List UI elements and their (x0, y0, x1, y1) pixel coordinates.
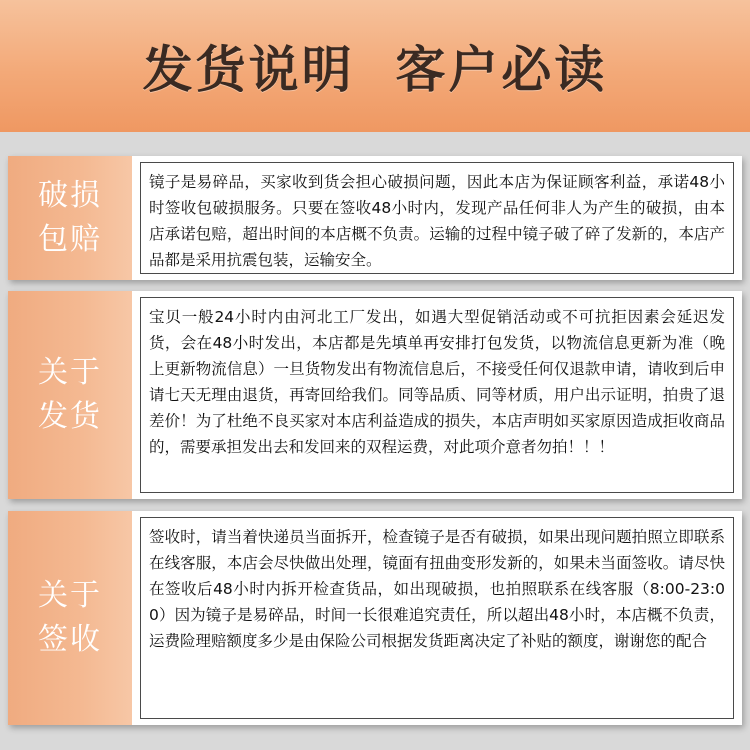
section-about-shipping (8, 291, 742, 499)
section-label-line: 签收 (38, 622, 102, 657)
section-body-text: 签收时，请当着快递员当面拆开，检查镜子是否有破损，如果出现问题拍照立即联系在线客服，本店会尽快做出处理，镜面有扭曲变形发新的，如果未当面签收。请尽快在签收后48小时内拆开检查货品，如出现破损，也拍照联系在线客服（8:00-23:00）因为镜子是易碎品，时间一长很难追究责任，所以超出48小时，本店概不负责，运费险理赔额度多少是由保险公司根据发货距离决定了补贴的额度，谢谢您的配合 (149, 528, 725, 650)
section-label-line: 关于 (38, 578, 102, 613)
section-about-signing (8, 511, 742, 725)
section-text-box (140, 517, 734, 719)
section-text-box (140, 297, 734, 493)
header-banner (0, 0, 750, 132)
section-label (8, 291, 132, 499)
section-text-box (140, 162, 734, 274)
section-body-text: 镜子是易碎品，买家收到货会担心破损问题，因此本店为保证顾客利益，承诺48小时签收包破损服务。只要在签收48小时内，发现产品任何非人为产生的破损，由本店承诺包赔，超出时间的本店概不负责。运输的过程中镜子破了碎了发新的，本店产品都是采用抗震包装，运输安全。 (149, 173, 725, 269)
section-label-line: 发货 (38, 399, 102, 434)
section-damage-compensation (8, 156, 742, 280)
section-label-line: 破损 (38, 178, 102, 213)
section-label (8, 511, 132, 725)
section-label-line: 包赔 (38, 222, 102, 257)
section-label (8, 156, 132, 280)
section-body-text: 宝贝一般24小时内由河北工厂发出，如遇大型促销活动或不可抗拒因素会延迟发货，会在48小时发出，本店都是先填单再安排打包发货，以物流信息更新为准（晚上更新物流信息）一旦货物发出有物流信息后，不接受任何仅退款申请，请收到后申请七天无理由退货，再寄回给我们。同等品质、同等材质，用户出示证明，拍贵了退差价！为了杜绝不良买家对本店利益造成的损失，本店声明如买家原因造成拒收商品的，需要承担发出去和发回来的双程运费，对此项介意者勿拍！！！ (149, 308, 725, 456)
section-label-line: 关于 (38, 355, 102, 390)
page-title: 发货说明 客户必读 (142, 40, 608, 99)
